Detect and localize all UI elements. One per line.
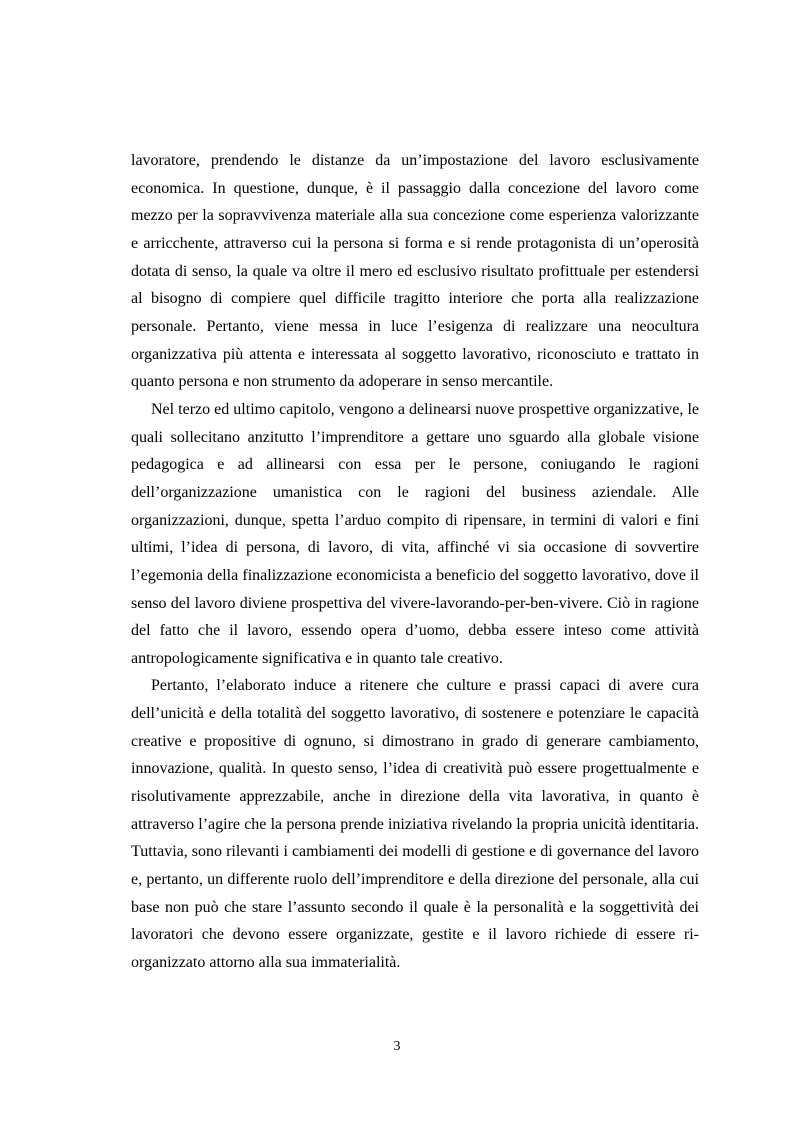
paragraph-conclusion: Pertanto, l’elaborato induce a ritenere che culture e prassi capaci di avere cura dell’unicità e della totalità del soggetto lavorativo, di sostenere e potenziare le capacità creative e propositive di ognuno, si dimostrano in grado di generare cambiamento, innovazione, qualità. In questo senso, l’idea di creatività può essere progettualmente e risolutivamente apprezzabile, anche in direzione della vita lavorativa, in quanto è attraverso l’agire che la persona prende iniziativa rivelando la propria unicità identitaria. Tuttavia, sono rilevanti i cambiamenti dei modelli di gestione e di governance del lavoro e, pertanto, un differente ruolo dell’imprenditore e della direzione del personale, alla cui base non può che stare l’assunto secondo il quale è la personalità e la soggettività dei lavoratori che devono essere organizzate, gestite e il lavoro richiede di essere ri-organizzato attorno alla sua immaterialità. [131,677,699,972]
body-text [131,147,699,977]
paragraph-continuation: lavoratore, prendendo le distanze da un’impostazione del lavoro esclusivamente economica. In questione, dunque, è il passaggio dalla concezione del lavoro come mezzo per la sopravvivenza materiale alla sua concezione come esperienza valorizzante e arricchente, attraverso cui la persona si forma e si rende protagonista di un’operosità dotata di senso, la quale va oltre il mero ed esclusivo risultato profittuale per estendersi al bisogno di compiere quel difficile tragitto interiore che porta alla realizzazione personale. Pertanto, viene messa in luce l’esigenza di realizzare una neocultura organizzativa più attenta e interessata al soggetto lavorativo, riconosciuto e trattato in quanto persona e non strumento da adoperare in senso mercantile. [131,152,699,391]
page-number: 3 [393,1039,401,1054]
paragraph-third-chapter: Nel terzo ed ultimo capitolo, vengono a delinearsi nuove prospettive organizzative, le quali sollecitano anzitutto l’imprenditore a gettare uno sguardo alla globale visione pedagogica e ad allinearsi con essa per le persone, coniugando le ragioni dell’organizzazione umanistica con le ragioni del business aziendale. Alle organizzazioni, dunque, spetta l’arduo compito di ripensare, in termini di valori e fini ultimi, l’idea di persona, di lavoro, di vita, affinché vi sia occasione di sovvertire l’egemonia della finalizzazione economicista a beneficio del soggetto lavorativo, dove il senso del lavoro diviene prospettiva del vivere-lavorando-per-ben-vivere. Ciò in ragione del fatto che il lavoro, essendo opera d’uomo, debba essere inteso come attività antropologicamente significativa e in quanto tale creativo. [131,400,699,667]
